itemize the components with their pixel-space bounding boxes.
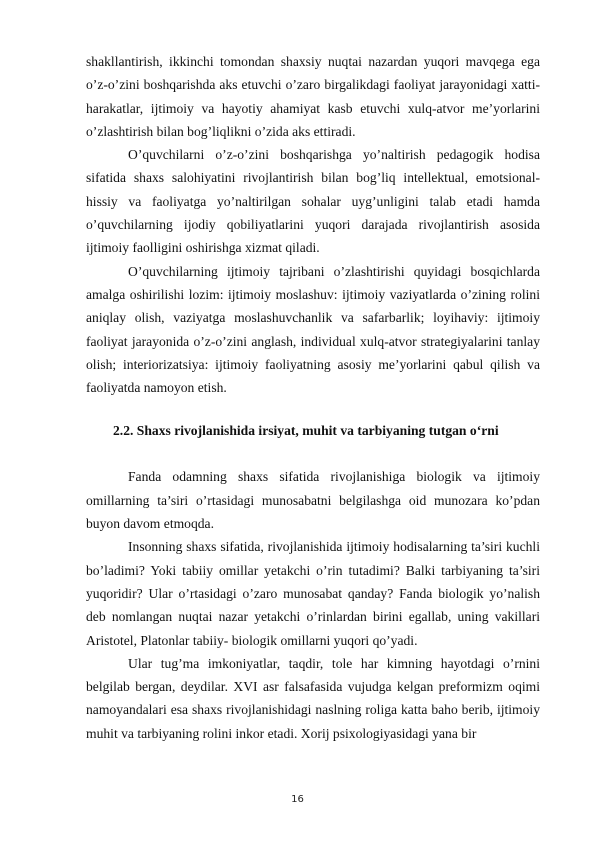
paragraph-questions: Insonning shaxs sifatida, rivojlanishida ijtimoiy hodisalarning ta’siri kuchli bo’ladimi? Yoki tabiiy omillar yetakchi o’rin tutadimi? Balki tarbiyaning ta’siri yuqoridir? Ular o’rtasidagi o’zaro munosabat qanday? Fanda biologik yo’nalish deb nomlangan nuqtai nazar yetakchi o’rinlardan birini egallab, uning vakillari Aristotel, Platonlar tabiiy- biologik omillarni yuqori qo’yadi.: [86, 539, 540, 648]
paragraph-continuation: shakllantirish, ikkinchi tomondan shaxsiy nuqtai nazardan yuqori mavqega ega o’z-o’zini boshqarishda aks etuvchi o’zaro birgalikdagi faoliyat jarayonidagi xatti-harakatlar, ijtimoiy va hayotiy ahamiyat kasb etuvchi xulq-atvor me’yorlarini o’zlashtirish bilan bog’liqlikni o’zida aks ettiradi.: [86, 54, 540, 139]
paragraph-self-governance: O’quvchilarni o’z-o’zini boshqarishga yo’naltirish pedagogik hodisa sifatida shaxs salohiyatini rivojlantirish bilan bog’liq intellektual, emotsional-hissiy va faoliyatga yo’naltirilgan sohalar uyg’unligini talab etadi hamda o’quvchilarning ijodiy qobiliyatlarini yuqori darajada rivojlantirish asosida ijtimoiy faolligini oshirishga xizmat qiladi.: [86, 147, 540, 256]
section-heading: 2.2. Shaxs rivojlanishida irsiyat, muhit va tarbiyaning tutgan o‘rni: [113, 423, 499, 439]
paragraph-preformism: Ular tug’ma imkoniyatlar, taqdir, tole har kimning hayotdagi o’rnini belgilab bergan, deydilar. XVI asr falsafasida vujudga kelgan preformizm oqimi namoyandalari esa shaxs rivojlanishidagi naslning roliga katta baho berib, ijtimoiy muhit va tarbiyaning rolini inkor etadi. Xorij psixologiyasidagi yana bir: [86, 655, 540, 741]
page-number: 16: [291, 794, 304, 805]
paragraph-biological-social-factors: Fanda odamning shaxs sifatida rivojlanishiga biologik va ijtimoiy omillarning ta’siri o’rtasidagi munosabatni belgilashga oid munozara ko’pdan buyon davom etmoqda.: [86, 469, 540, 532]
paragraph-social-experience: O’quvchilarning ijtimoiy tajribani o’zlashtirishi quyidagi bosqichlarda amalga oshirilishi lozim: ijtimoiy moslashuv: ijtimoiy vaziyatlarda o’zining rolini aniqlay olish, vaziyatga moslashuvchanlik va safarbarlik; loyihaviy: ijtimoiy faoliyat jarayonida o’z-o’zini anglash, individual xulq-atvor strategiyalarini tanlay olish; interiorizatsiya: ijtimoiy faoliyatning asosiy me’yorlarini qabul qilish va faoliyatda namoyon etish.: [86, 263, 540, 396]
document-page: [86, 50, 540, 745]
